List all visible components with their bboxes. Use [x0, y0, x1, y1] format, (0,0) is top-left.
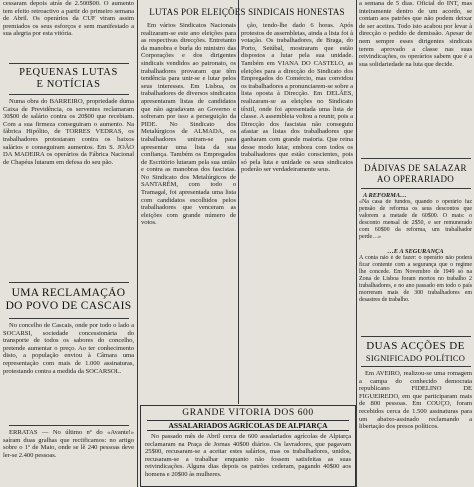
headline-grande-vitoria: GRANDE VITÓRIA DOS 600: [182, 408, 314, 418]
article-text: «Na casa de fundos, quando o operário faz pensão de reforma os seus descontos que valorem a metade de 60$00. O mais: o desconto mensal de 2$50, e ser remunerado com 60$00 da reforma, um trabalhador perde…»: [359, 199, 472, 240]
article-text: cessaram depois atrás de 2.500$00. O aumento tem efeito retroactivo a partir do primeiro semana de Abril. Os operários da CUF viram assim premiados os seus esforços e sem manifestado a sua alegria por esta vitória.: [3, 0, 134, 38]
article-text: ção, tendo-lhe dado 6 horas. Após protestos de assembleias, ainda a lista foi à votação. Os trabalhadores, de Braga, do Porto, Setúbal, mostraram que estão dispostos a lutar pela sua unidade. Também em VIANA DO CASTELO, as eleições para a direcção do Sindicato dos Empregados do Comércio, mas convidou os trabalhadores a pronunciarem-se sobre a lista oposta à Direcção. Em DELÃES, realizaram-se as eleições no Sindicato têxtil, onde foi apresentada uma lista de classe. A assembleia voltou a reunir, pois a Direcção dos fascistas não conseguiu afastar as listas dos trabalhadores que ganharam com grande maioria. Que reina desse modo lutar, embora com todos os trabalhadores que estão conscientes, pois só pela luta e unidade os seus sindicatos poderão ser verdadeiramente seus.: [241, 22, 353, 174]
headline-e-noticias: E NOTÍCIAS: [36, 79, 101, 90]
section-rule: [361, 336, 471, 337]
column-4: [359, 0, 472, 487]
subheadline-assalariados: ASSALARIADOS AGRÍCOLAS DE ALPIARÇA: [147, 420, 349, 431]
column-1: [3, 0, 134, 487]
article-text: No concelho de Cascais, onde por todo o lado a SOCARSI, sociedade concessionária do transporte de todos os sabores do concelho, pretende aumentar o preço. Ao ter conhecimento disto, a população enviou à Câmara uma representação com mais de 1.000 assinaturas, protestando contra a medida da SOCARSOL.: [3, 322, 134, 375]
headline-pequenas-lutas: PEQUENAS LUTAS: [19, 67, 118, 78]
article-text: Em AVEIRO, realizou-se uma romagem a campa do conhecido democrata republicano FIDELINO DE FIGUEIREDO, em que participaram mais de 800 pessoas. Em COUÇO, foram recebidos cerca de 1.500 assinaturas para um abaixo-assinado reclamando a libertação dos presos políticos.: [359, 370, 472, 431]
article-text: a semana de 5 dias. Oficial do INT, mas inteiramente dentro de um acordo, se contam aos patrões que não podem deixar de ser aceites. Todo isto acabou por levar à direcção o pedido de demissão. Apesar de nem sempre esses dirigentes sindicais terem aprovado a classe nas suas reivindicações, os operários sabem que é a sua solidariedade na luta que decide.: [359, 0, 472, 68]
section-rule: [9, 94, 129, 95]
section-rule: [9, 425, 129, 426]
article-text: Em vários Sindicatos Nacionais realizaram-se este ano eleições para as respectivas direcções. Entretanto da manobra e burla do ministro das Corporações e dos dirigentes sindicais vendidos ao patronato, os trabalhadores provaram que têm tendência para unir-se e lutar pelos seus interesses. Em Lisboa, os trabalhadores de diversos sindicatos apresentaram listas de candidatos que não agradavam ao Governo e sofreram por isso a perseguição da PIDE. No Sindicato dos Metalúrgicos de ALMADA, os trabalhadores uniram-se para apresentar uma lista da sua confiança. Também os Empregados de Escritório lutaram pela sua união e contra as manobras dos fascistas. No Sindicato dos Metalúrgicos de SANTARÉM, com todo o Tramagal, foi apresentada uma lista com candidatos escolhidos pelos trabalhadores que venceram as eleições com grande número de votos.: [141, 22, 236, 227]
column-3: [241, 22, 353, 402]
column-rule: [238, 0, 239, 404]
article-text: No passado mês de Abril cerca de 600 assalariados agrícolas de Alpiarça reclamaram na Praça de Jornas 40$00 diários. Os lavradores, que pagavam 25$00, recusaram-se a aceitar estes salários, mas os trabalhadores, unidos, recusaram-se a trabalhar enquanto não fossem satisfeitas as suas reivindicações. Alguns dias depois os patrões cederam, pagando 40$00 aos homens e 20$00 às mulheres.: [145, 433, 351, 478]
errata-text: ERRATAS — No último nº do «Avante!» saíram duas gralhas que rectificamos: no artigo sobre o 1º de Maio, onde se lê 240 pessoas deve ler-se 2.400 pessoas.: [3, 429, 134, 459]
headline-significado-politico: SIGNIFICADO POLÍTICO: [365, 353, 466, 363]
section-rule: [361, 158, 471, 159]
article-text: Numa obra do BARREIRO, propriedade duma Caixa de Previdência, os serventes reclamaram 30$00 de salário contra os 20$00 que recebiam. Com a sua firmeza conseguiram o aumento. Na fábrica Hipólito, de TORRES VEDRAS, os trabalhadores protestaram contra os baixos salários e conseguiram aumentos. Em S. JOÃO DA MADEIRA os operários da Fábrica Nacional de Chapéus lutaram em defesa do seu pão.: [3, 98, 134, 166]
subhead-seguranca: …E A SEGURANÇA: [387, 248, 444, 255]
column-rule: [137, 0, 138, 487]
section-rule: [9, 63, 129, 64]
headline-dadivas-salazar: DÁDIVAS DE SALAZAR: [364, 163, 467, 173]
section-rule: [361, 188, 471, 189]
box-vitoria-alpiarca: [140, 405, 356, 487]
section-rule: [361, 366, 471, 367]
headline-reclamacao-cascais: UMA RECLAMAÇÃO DO POVO DE CASCAIS: [5, 287, 132, 312]
section-rule: [9, 282, 129, 283]
section-rule: [9, 318, 129, 319]
subhead-reforma: A REFORMA…: [363, 192, 407, 199]
headline-lutas-eleicoes: LUTAS POR ELEIÇÕES SINDICAIS HONESTAS: [149, 7, 345, 17]
headline-ao-operariado: AO OPERARIADO: [376, 174, 455, 184]
column-rule: [356, 0, 357, 487]
column-2: [141, 22, 236, 402]
article-text: A conta não é de fazer: o operário não poderá ficar contente com a segurança que o regime lhe concede. Em Novembro de 1949 só na Zona de Lisboa foram mortos no trabalho 2 trabalhadores, e no ano passado em todo o país morreram mais de 300 trabalhadores em desastres de trabalho.: [359, 255, 472, 303]
headline-duas-accoes: DUAS ACÇÕES DE: [366, 340, 465, 352]
